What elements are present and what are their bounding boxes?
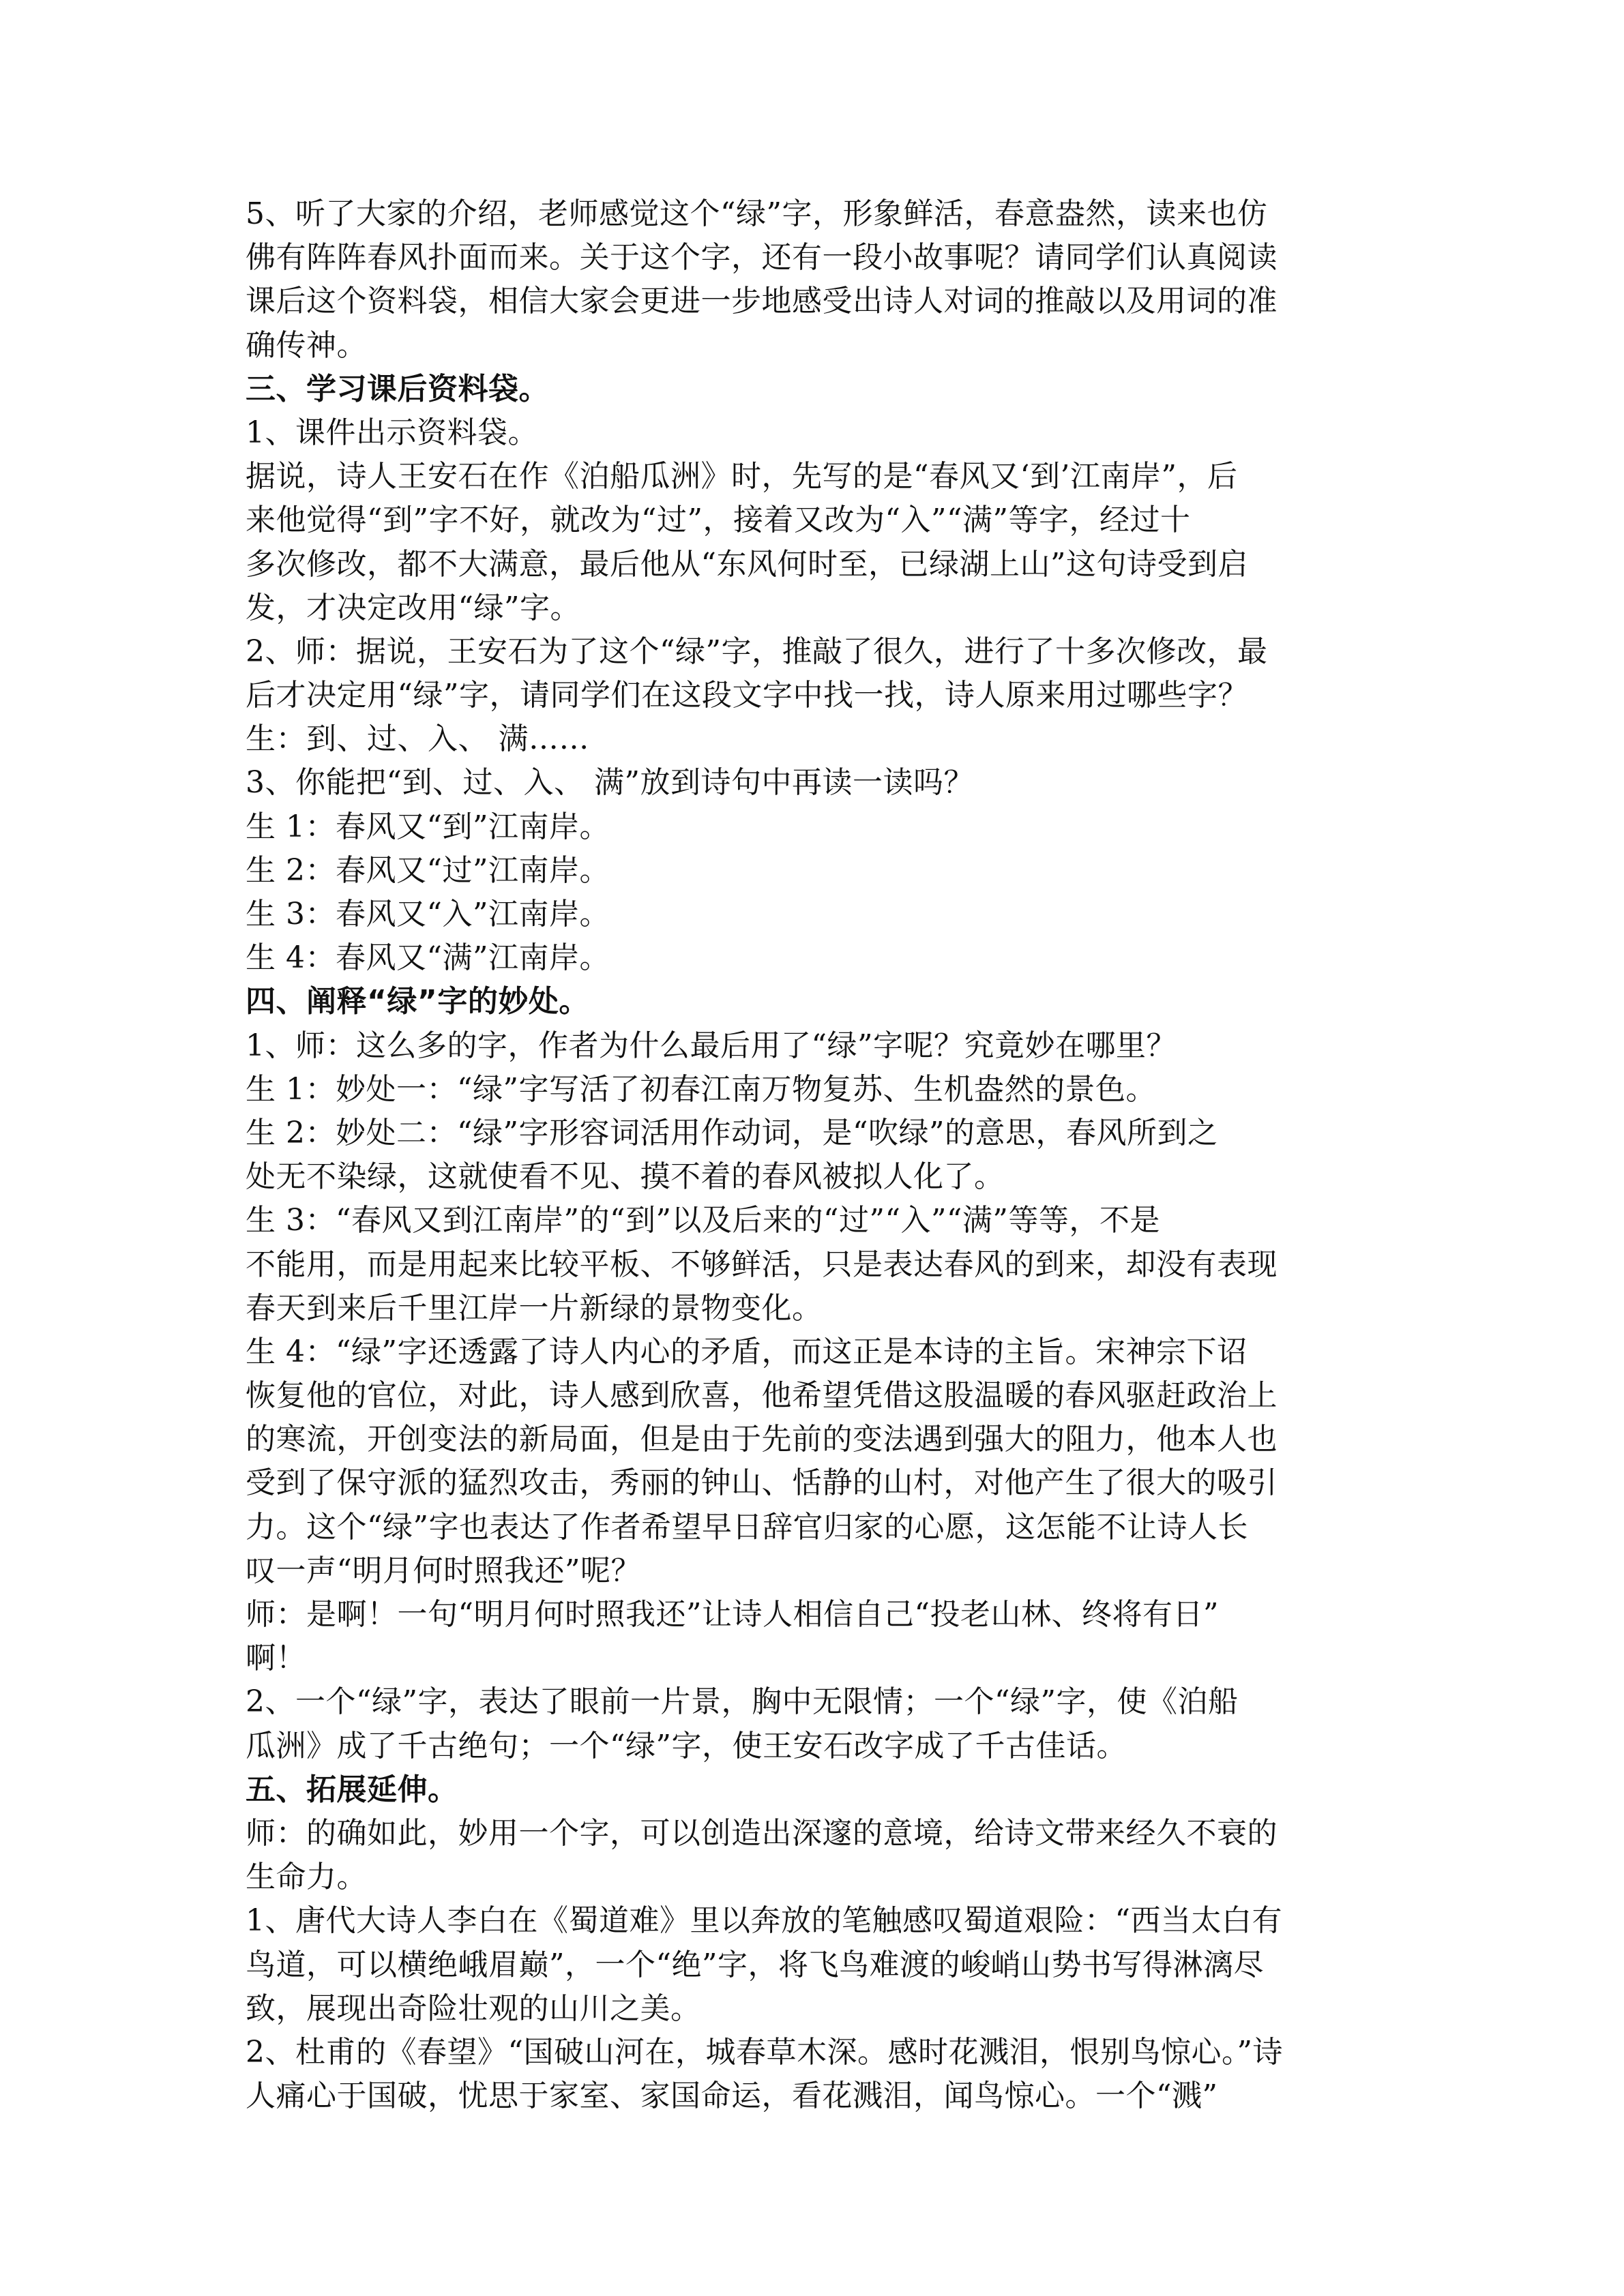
section-heading: 四、阐释“绿”字的妙处。 xyxy=(246,984,589,1019)
paragraph-line: 生 4：春风又“满”江南岸。 xyxy=(246,940,610,976)
paragraph-line: 1、唐代大诗人李白在《蜀道难》里以奔放的笔触感叹蜀道艰险：“西当太白有 xyxy=(246,1903,1282,1939)
paragraph-line: 发，才决定改用“绿”字。 xyxy=(246,590,580,625)
paragraph-line: 春天到来后千里江岸一片新绿的景物变化。 xyxy=(246,1290,823,1326)
paragraph-line: 3、你能把“到、过、入、 满”放到诗句中再读一读吗？ xyxy=(246,765,974,801)
paragraph-line: 来他觉得“到”字不好，就改为“过”，接着又改为“入”“满”等字，经过十 xyxy=(246,503,1191,538)
paragraph-line: 生 3：“春风又到江南岸”的“到”以及后来的“过”“入”“满”等等，不是 xyxy=(246,1203,1160,1238)
paragraph-line: 生 2：妙处二：“绿”字形容词活用作动词，是“吹绿”的意思，春风所到之 xyxy=(246,1115,1218,1150)
paragraph-line: 受到了保守派的猛烈攻击，秀丽的钟山、恬静的山村，对他产生了很大的吸引 xyxy=(246,1465,1278,1501)
paragraph-line: 5、听了大家的介绍，老师感觉这个“绿”字，形象鲜活，春意盎然，读来也仿 xyxy=(246,196,1268,231)
paragraph-line: 师：的确如此，妙用一个字，可以创造出深邃的意境，给诗文带来经久不衰的 xyxy=(246,1815,1278,1851)
paragraph-line: 鸟道，可以横绝峨眉巅”，一个“绝”字，将飞鸟难渡的峻峭山势书写得淋漓尽 xyxy=(246,1947,1264,1982)
paragraph-line: 佛有阵阵春风扑面而来。关于这个字，还有一段小故事呢？请同学们认真阅读 xyxy=(246,240,1278,275)
paragraph-line: 生 2：春风又“过”江南岸。 xyxy=(246,852,610,888)
paragraph-line: 恢复他的官位，对此，诗人感到欣喜，他希望凭借这股温暖的春风驱赶政治上 xyxy=(246,1378,1278,1414)
paragraph-line: 不能用，而是用起来比较平板、不够鲜活，只是表达春风的到来，却没有表现 xyxy=(246,1247,1278,1282)
paragraph-line: 叹一声“明月何时照我还”呢？ xyxy=(246,1553,641,1588)
document-body xyxy=(246,192,1378,2118)
paragraph-line: 致，展现出奇险壮观的山川之美。 xyxy=(246,1991,701,2026)
paragraph-line: 2、杜甫的《春望》“国破山河在，城春草木深。感时花溅泪，恨别鸟惊心。”诗 xyxy=(246,2034,1283,2070)
section-heading: 三、学习课后资料袋。 xyxy=(246,371,549,406)
paragraph-line: 1、师：这么多的字，作者为什么最后用了“绿”字呢？究竟妙在哪里？ xyxy=(246,1028,1177,1063)
paragraph-line: 生 1：妙处一：“绿”字写活了初春江南万物复苏、生机盎然的景色。 xyxy=(246,1071,1156,1107)
paragraph-line: 后才决定用“绿”字，请同学们在这段文字中找一找，诗人原来用过哪些字？ xyxy=(246,678,1248,713)
paragraph-line: 据说，诗人王安石在作《泊船瓜洲》时，先写的是“春风又‘到’江南岸”，后 xyxy=(246,459,1238,494)
paragraph-line: 生：到、过、入、 满…… xyxy=(246,721,589,757)
paragraph-line: 1、课件出示资料袋。 xyxy=(246,415,538,450)
paragraph-line: 多次修改，都不大满意，最后他从“东风何时至，已绿湖上山”这句诗受到启 xyxy=(246,546,1248,582)
paragraph-line: 啊！ xyxy=(246,1641,306,1676)
section-heading: 五、拓展延伸。 xyxy=(246,1772,458,1807)
paragraph-line: 生 3：春风又“入”江南岸。 xyxy=(246,897,610,931)
paragraph-line: 的寒流，开创变法的新局面，但是由于先前的变法遇到强大的阻力，他本人也 xyxy=(246,1422,1278,1457)
paragraph-line: 2、师：据说，王安石为了这个“绿”字，推敲了很久，进行了十多次修改，最 xyxy=(246,633,1268,669)
paragraph-line: 生命力。 xyxy=(246,1860,367,1895)
paragraph-line: 人痛心于国破，忧思于家室、家国命运，看花溅泪，闻鸟惊心。一个“溅” xyxy=(246,2078,1218,2114)
paragraph-line: 生 4：“绿”字还透露了诗人内心的矛盾，而这正是本诗的主旨。宋神宗下诏 xyxy=(246,1334,1247,1369)
paragraph-line: 师：是啊！一句“明月何时照我还”让诗人相信自己“投老山林、终将有日” xyxy=(246,1597,1219,1632)
paragraph-line: 2、一个“绿”字，表达了眼前一片景，胸中无限情；一个“绿”字，使《泊船 xyxy=(246,1684,1239,1720)
paragraph-line: 确传神。 xyxy=(246,327,367,363)
paragraph-line: 处无不染绿，这就使看不见、摸不着的春风被拟人化了。 xyxy=(246,1159,1005,1195)
paragraph-line: 课后这个资料袋，相信大家会更进一步地感受出诗人对词的推敲以及用词的准 xyxy=(246,284,1278,319)
paragraph-line: 力。这个“绿”字也表达了作者希望早日辞官归家的心愿，这怎能不让诗人长 xyxy=(246,1509,1248,1545)
paragraph-line: 生 1：春风又“到”江南岸。 xyxy=(246,809,610,844)
paragraph-line: 瓜洲》成了千古绝句；一个“绿”字，使王安石改字成了千古佳话。 xyxy=(246,1728,1127,1763)
